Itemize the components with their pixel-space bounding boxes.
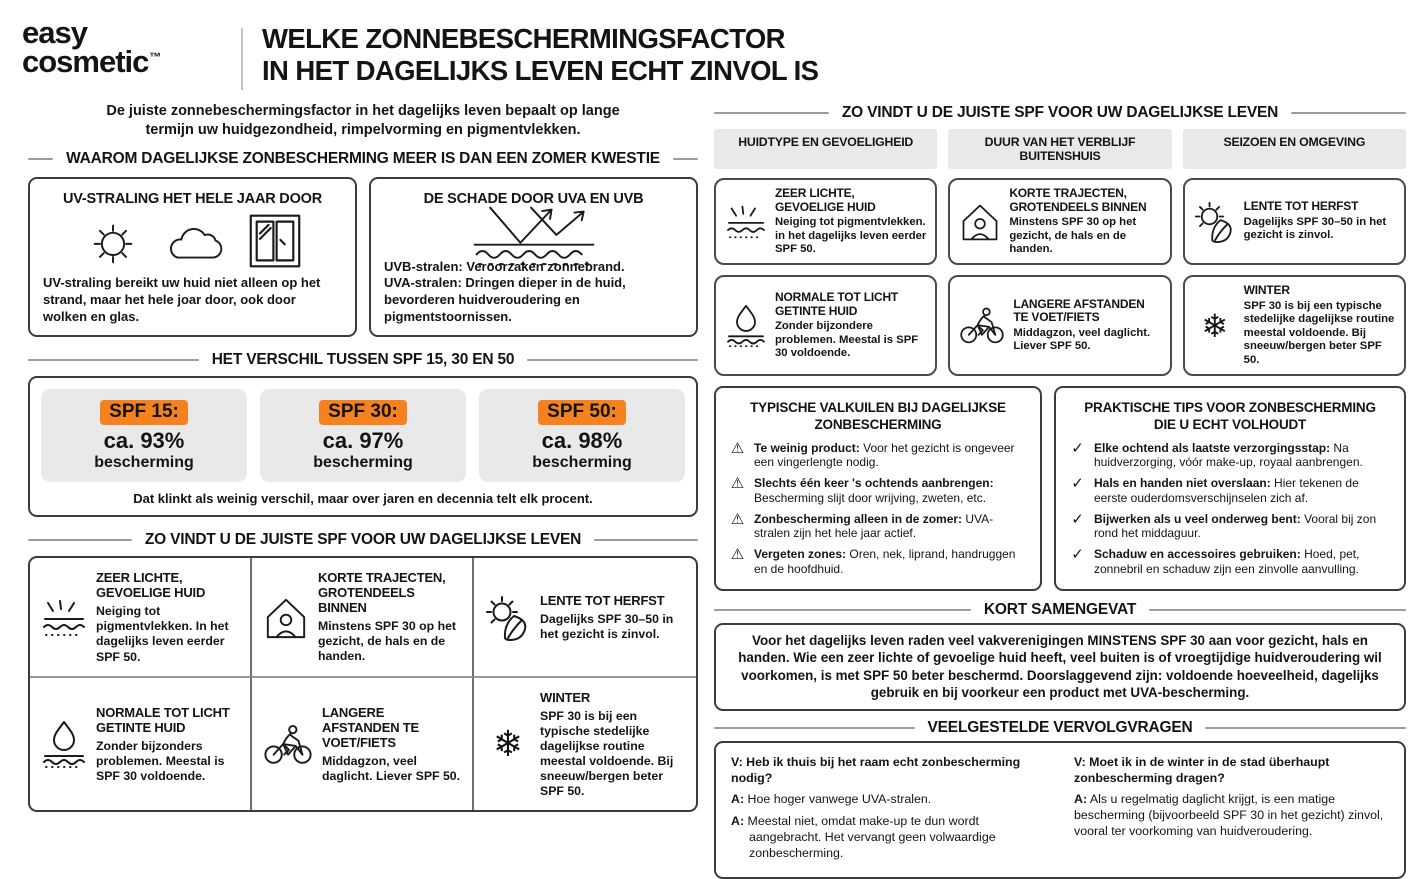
checkmark-icon: ✓ [1071,545,1084,564]
rbox-indoors [948,178,1171,265]
pitfall-item: ⚠ Te weinig product: Voor het gezicht is ongeveer een vingerlengte nodig. [728,441,1028,471]
grid-cell-title: LANGERE AFSTANDEN TE VOET/FIETS [322,704,420,750]
faq-col2 [1074,752,1389,868]
page-title [262,23,818,87]
rbox-text: Neiging tot pigmentvlekken. in het dagelijks leven eerder SPF 50. [775,216,927,255]
trademark-symbol: ™ [149,50,162,65]
right-spf-grid [714,178,1406,376]
right-column [714,104,1406,879]
sun-leaf-icon [1194,201,1236,243]
grid-cell-indoors [252,558,474,677]
drop-skin-icon [725,304,767,348]
tip-item: ✓ Bijwerken als u veel onderweg bent: Vooral bij zon rond het middaguur. [1068,512,1392,542]
rbox-title: LENTE TOT HERFST [1243,199,1359,214]
rbox-title: ZEER LICHTE, GEVOELIGE HUID [775,186,876,214]
spf-50-label: SPF 50: [538,400,626,425]
left-column [28,102,698,812]
spf-card-15 [41,389,247,482]
spf-card-50 [479,389,685,482]
grid-cell-text: Neiging tot pigmentvlekken. In het dagelijks leven eerder SPF 50. [96,604,229,664]
grid-cell-title: ZEER LICHTE, GEVOELIGE HUID [96,570,206,601]
intro-text: De juiste zonnebeschermingsfactor in het dagelijks leven bepaalt op lange termijn uw huidgezondheid, rimpelvorming en pigmentvlekken. [106,103,620,139]
rbox-normal-skin [714,275,937,376]
uv-box-text: UV-straling bereikt uw huid niet alleen op het strand, maar het hele joar door, ook door wolken en glas. [43,275,321,324]
cloud-icon [158,216,232,266]
sensitive-skin-icon [725,204,767,240]
rbox-title: LANGERE AFSTANDEN TE VOET/FIETS [1013,296,1145,325]
spf-30-label: SPF 30: [319,400,407,425]
checkmark-icon: ✓ [1071,509,1084,528]
rbox-text: Zonder bijzondere problemen. Meestal is SPF 30 voldoende. [775,320,919,360]
drop-skin-icon [41,720,87,769]
uva-lead: UVA-stralen: [384,275,462,291]
uva-uvb-damage-box [369,177,698,337]
grid-cell-spring-autumn [474,558,696,677]
section-title-find-spf-left: ZO VINDT U DE JUISTE SPF VOOR UW DAGELIJKSE LEVEN [28,531,698,549]
spf-15-value: ca. 93% [103,428,185,454]
info-boxes-row [28,177,698,337]
faq-question: V: Moet ik in de winter in de stad überhaupt zonbescherming dragen? [1074,754,1330,785]
spf-30-unit: bescherming [313,454,413,472]
grid-cell-title: WINTER [540,689,591,705]
faq-question: V: Heb ik thuis bij het raam echt zonbescherming nodig? [731,754,1021,785]
warning-triangle-icon: ⚠ [730,438,745,457]
brand-line1: easy [22,15,87,50]
section-title-faq: VEELGESTELDE VERVOLGVRAGEN [714,719,1406,737]
sensitive-skin-icon [41,598,87,638]
rbox-sensitive-skin [714,178,937,265]
spf-15-unit: bescherming [94,454,194,472]
grid-cell-text: Zonder bijzonders problemen. Meestal is SPF 30 voldoende. [96,738,225,783]
page-title-line2: IN HET DAGELIJKS LEVEN ECHT ZINVOL IS [262,55,819,87]
spf-30-value: ca. 97% [322,428,404,454]
rbox-title: KORTE TRAJECTEN, GROTENDEELS BINNEN [1009,186,1147,214]
damage-box-text [384,259,683,326]
grid-cell-winter [474,678,696,811]
tip-item: ✓ Hals en handen niet overslaan: Hier tekenen de eerste ouderdomsverschijnselen zich af. [1068,476,1392,506]
spf-cards-row [41,389,685,482]
faq-answer: A: Als u regelmatig daglicht krijgt, is een matige bescherming (bijvoorbeeld SPF 30 in het gezicht) zinvol, vooral ter voorkoming van huidveroudering. [1074,792,1384,838]
page-title-line1: WELKE ZONNEBESCHERMINGSFACTOR [262,23,785,54]
summary-box: Voor het dagelijks leven raden veel vakverenigingen MINSTENS SPF 30 aan voor gezicht, hals en handen. Wie een zeer lichte of gevoelige huid heeft, veel buiten is of vroegtijdige huidveroudering wil voorkomen, is met SPF 50 beter beschermd. Doorslaggevend zijn: voldoende hoeveelheid, dagelijks gebruik en bij voorkeur een product met UVA-bescherming. [714,623,1406,711]
brand-logo [22,15,162,80]
spf-50-unit: bescherming [532,454,632,472]
grid-cell-normal-skin [30,678,252,811]
damage-box-title: DE SCHADE DOOR UVA EN UVB [423,191,644,208]
grid-cell-sensitive-skin [30,558,252,677]
rbox-title: WINTER [1243,283,1290,298]
rbox-text: SPF 30 is bij een typische stedelijke dagelijkse routine meestal voldoende. Bij sneeuw/bergen beter SPF 50. [1243,299,1395,366]
chip-outdoor-duration: DUUR VAN HET VERBLIJF BUITENSHUIS [948,129,1171,169]
uva-rest: Dringen dieper in de huid, bevorderen huidveroudering en pigmentstoornissen. [384,275,626,324]
tips-panel [1054,386,1406,591]
house-person-icon [263,596,309,640]
uvb-rest: Veroorzaken zonnebrand. [462,258,625,274]
faq-answer: A: Hoe hoger vanwege UVA-stralen. [731,792,932,807]
grid-cell-title: LENTE TOT HERFST [540,592,665,608]
section-title-spf-difference: HET VERSCHIL TUSSEN SPF 15, 30 EN 50 [28,351,698,369]
section-title-summary: KORT SAMENGEVAT [714,601,1406,619]
brand-line2: cosmetic [22,44,149,80]
sun-leaf-icon [485,595,531,641]
checkmark-icon: ✓ [1071,438,1084,457]
category-headers [714,129,1406,169]
cyclist-icon [959,307,1005,345]
snowflake-icon: ❄ [1201,306,1229,345]
spf-50-value: ca. 98% [541,428,623,454]
house-person-icon [959,202,1001,242]
snowflake-icon: ❄ [492,723,524,765]
rbox-longer-distances [948,275,1171,376]
section-title-why: WAAROM DAGELIJKSE ZONBESCHERMING MEER IS DAN EEN ZOMER KWESTIE [28,150,698,168]
pitfall-item: ⚠ Slechts één keer 's ochtends aanbrengen: Bescherming slijt door wrijving, zweten, etc. [728,476,1028,506]
grid-cell-text: Minstens SPF 30 op het gezicht, de hals en de handen. [318,619,457,664]
rbox-text: Dagelijks SPF 30–50 in het gezicht is zinvol. [1243,216,1387,242]
uvb-lead: UVB-stralen: [384,258,463,274]
damage-box-icon [384,207,683,259]
rbox-text: Middagzon, veel daglicht. Liever SPF 50. [1013,326,1151,353]
grid-cell-title: KORTE TRAJECTEN, GROTENDEELS BINNEN [318,570,446,616]
warning-triangle-icon: ⚠ [730,509,745,528]
grid-cell-text: Middagzon, veel daglicht. Liever SPF 50. [322,753,461,783]
spf-comparison-box [28,376,698,517]
chip-skin-type: HUIDTYPE EN GEVOELIGHEID [714,129,937,169]
window-icon [248,213,302,269]
spf-15-label: SPF 15: [100,400,188,425]
warning-triangle-icon: ⚠ [730,474,745,493]
spf-note: Dat klinkt als weinig verschil, maar over jaren en decennia telt elk procent. [133,491,593,507]
pitfalls-tips-row [714,386,1406,591]
tips-title: PRAKTISCHE TIPS VOOR ZONBESCHERMING DIE U ECHT VOLHOUDT [1084,400,1376,433]
rbox-title: NORMALE TOT LICHT GETINTE HUID [775,290,899,318]
tip-item: ✓ Elke ochtend als laatste verzorgingsstap: Na huidverzorging, vóór make-up, royaal aanbrengen. [1068,441,1392,471]
grid-cell-title: NORMALE TOT LICHT GETINTE HUID [96,704,230,735]
sun-icon [84,212,142,270]
pitfalls-panel [714,386,1042,591]
tip-item: ✓ Schaduw en accessoires gebruiken: Hoed, pet, zonnebril en schaduw zijn een zinvolle aanvulling. [1068,547,1392,577]
cyclist-icon [263,724,313,766]
uv-box-title: UV-STRALING HET HELE JAAR DOOR [62,191,323,208]
grid-cell-longer-distances [252,678,474,811]
section-title-find-spf-right: ZO VINDT U DE JUISTE SPF VOOR UW DAGELIJKSE LEVEN [714,104,1406,122]
grid-cell-text: Dagelijks SPF 30–50 in het gezicht is zinvol. [540,611,674,641]
rbox-spring-autumn [1183,178,1406,265]
grid-cell-text: SPF 30 is bij een typische stedelijke dagelijkse routine meestal voldoende. Bij sneeuw/bergen beter SPF 50. [540,708,674,799]
pitfalls-title: TYPISCHE VALKUILEN BIJ DAGELIJKSE ZONBESCHERMING [750,400,1006,433]
uv-year-round-box [28,177,357,337]
header-divider [241,28,243,90]
faq-box [714,741,1406,879]
checkmark-icon: ✓ [1071,474,1084,493]
pitfall-item: ⚠ Vergeten zones: Oren, nek, liprand, handruggen en de hoofdhuid. [728,547,1028,577]
warning-triangle-icon: ⚠ [730,545,745,564]
spf-card-30 [260,389,466,482]
rbox-text: Minstens SPF 30 op het gezicht, de hals en de handen. [1009,216,1137,255]
uv-box-icons [43,207,342,275]
pitfall-item: ⚠ Zonbescherming alleen in de zomer: UVA-stralen zijn het hele jaar actief. [728,512,1028,542]
faq-col1 [731,752,1046,868]
daily-spf-grid [28,556,698,812]
faq-answer: A: Meestal niet, omdat make-up te dun wordt aangebracht. Het vervangt geen volwaardige zonbescherming. [731,814,996,860]
chip-season-environment: SEIZOEN EN OMGEVING [1183,129,1406,169]
rbox-winter [1183,275,1406,376]
